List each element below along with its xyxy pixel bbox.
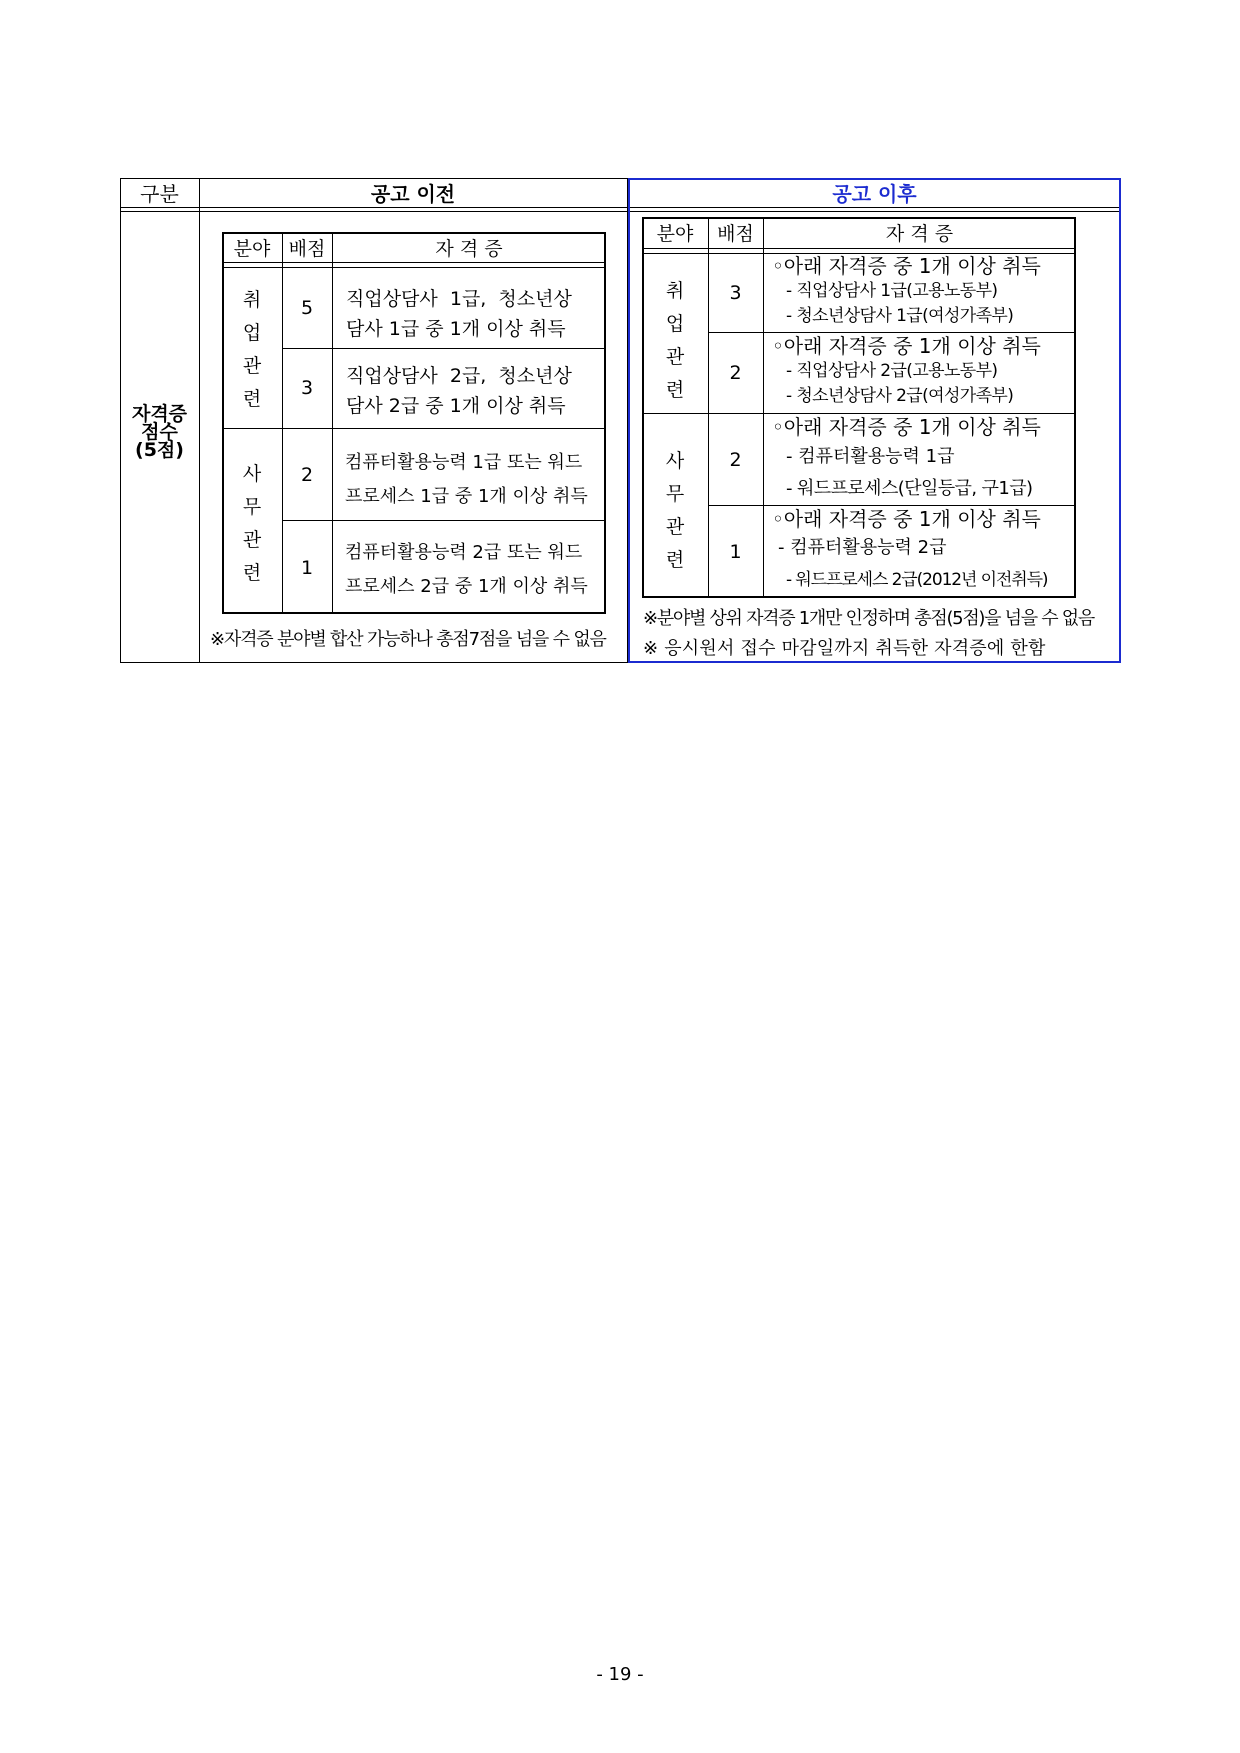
after-cert-desc: ◦아래 자격증 중 1개 이상 취득 - 직업상담사 1급(고용노동부) - 청소년상담사 1급(여성가족부) [772, 254, 1041, 326]
before-header-score: 배점 [288, 237, 326, 260]
after-cert-desc: ◦아래 자격증 중 1개 이상 취득 - 직업상담사 2급(고용노동부) - 청소년상담사 2급(여성가족부) [772, 334, 1041, 406]
after-cert-desc: ◦아래 자격증 중 1개 이상 취득 - 컴퓨터활용능력 2급 - 워드프로세스 2급(2012년 이전취득) [772, 507, 1048, 590]
header-after: 공고 이후 [832, 182, 917, 206]
before-cert-desc: 직업상담사 2급, 청소년상 담사 2급 중 1개 이상 취득 [346, 365, 572, 417]
before-header-cert: 자 격 증 [435, 237, 503, 260]
before-score: 3 [300, 377, 314, 399]
before-cert-desc: 컴퓨터활용능력 2급 또는 워드 프로세스 2급 중 1개 이상 취득 [345, 542, 588, 597]
after-header-score: 배점 [717, 223, 754, 245]
before-cert-desc: 직업상담사 1급, 청소년상 담사 1급 중 1개 이상 취득 [346, 288, 572, 340]
before-score: 2 [300, 463, 314, 486]
before-score: 1 [300, 556, 314, 579]
header-gubun: 구분 [140, 182, 179, 206]
header-before: 공고 이전 [370, 182, 456, 206]
after-header-cert: 자 격 증 [885, 223, 954, 245]
page-number: - 19 - [596, 1664, 644, 1685]
after-field-employment: 취 업 관 련 [665, 280, 685, 401]
after-score: 1 [729, 541, 742, 563]
before-field-employment: 취 업 관 련 [242, 289, 262, 410]
after-note-limit: ※분야별 상위 자격증 1개만 인정하며 총점(5점)을 넘을 수 없음 [643, 608, 1094, 629]
before-header-field: 분야 [233, 237, 271, 260]
after-score: 2 [729, 448, 742, 471]
after-header-field: 분야 [656, 223, 694, 245]
after-field-office: 사 무 관 련 [665, 450, 685, 571]
row-label-cert-score: 자격증 점수 (5점) [131, 403, 188, 461]
after-score: 2 [729, 362, 742, 384]
after-score: 3 [729, 282, 742, 304]
after-cert-desc: ◦아래 자격증 중 1개 이상 취득 - 컴퓨터활용능력 1급 - 워드프로세스(단일등급, 구1급) [772, 415, 1041, 499]
before-cert-desc: 컴퓨터활용능력 1급 또는 워드 프로세스 1급 중 1개 이상 취득 [345, 452, 588, 507]
before-note: ※자격증 분야별 합산 가능하나 총점7점을 넘을 수 없음 [210, 629, 606, 650]
after-note-deadline: ※ 응시원서 접수 마감일까지 취득한 자격증에 한함 [643, 638, 1046, 659]
before-field-office: 사 무 관 련 [242, 462, 262, 584]
before-score: 5 [300, 297, 314, 319]
